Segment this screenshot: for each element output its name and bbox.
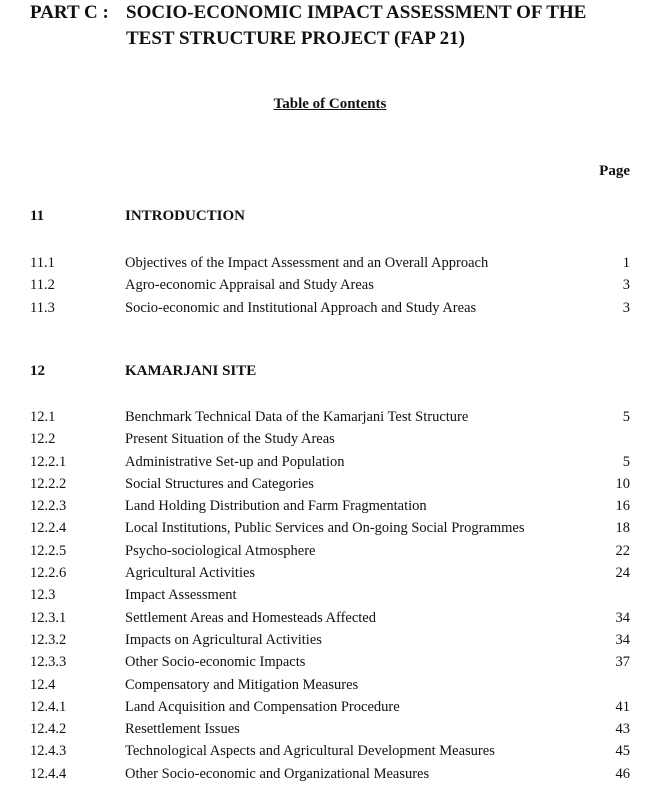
entry-title: Compensatory and Mitigation Measures <box>125 676 359 693</box>
toc-entry[interactable] <box>0 428 660 450</box>
entry-title: Resettlement Issues <box>125 721 240 738</box>
entry-number: 11.2 <box>30 277 55 294</box>
entry-title: Agricultural Activities <box>125 565 256 582</box>
entry-number: 12.4.1 <box>30 698 67 715</box>
section-number: 12 <box>30 363 45 379</box>
entry-number: 12.3.1 <box>30 609 67 626</box>
entry-page: 18 <box>615 520 630 537</box>
section-number: 11 <box>30 208 45 224</box>
entry-number: 12.1 <box>30 409 56 425</box>
toc-entry[interactable] <box>0 584 660 606</box>
document-title-line-2: TEST STRUCTURE PROJECT (FAP 21) <box>126 28 465 49</box>
entry-page: 3 <box>622 299 630 316</box>
entry-title: Settlement Areas and Homesteads Affected <box>125 609 376 626</box>
entry-title: Psycho-sociological Atmosphere <box>125 542 316 559</box>
toc-entry[interactable] <box>0 763 660 785</box>
section-title: INTRODUCTION <box>125 208 246 224</box>
entry-page: 24 <box>615 565 630 582</box>
entry-title: Impacts on Agricultural Activities <box>125 631 322 648</box>
document-title-line-1: SOCIO-ECONOMIC IMPACT ASSESSMENT OF THE <box>126 2 587 23</box>
entry-page: 34 <box>615 609 630 626</box>
entry-number: 12.3.3 <box>30 654 67 671</box>
section-heading-12 <box>0 363 660 383</box>
entry-number: 11.3 <box>30 299 55 316</box>
entry-page: 46 <box>615 765 630 782</box>
toc-entry[interactable] <box>0 674 660 696</box>
entry-title: Benchmark Technical Data of the Kamarjani Test Structure <box>125 409 469 425</box>
entry-title: Administrative Set-up and Population <box>125 453 345 470</box>
entry-number: 12.2.5 <box>30 542 67 559</box>
toc-entry[interactable] <box>0 517 660 539</box>
toc-list-section-12 <box>0 406 660 785</box>
entry-number: 12.4 <box>30 676 56 693</box>
entry-title: Other Socio-economic Impacts <box>125 654 306 671</box>
entry-page: 45 <box>615 743 630 760</box>
entry-number: 12.3 <box>30 587 56 604</box>
entry-title: Objectives of the Impact Assessment and an Overall Approach <box>125 255 489 271</box>
toc-entry[interactable] <box>0 451 660 473</box>
entry-page: 22 <box>615 542 630 559</box>
toc-entry[interactable] <box>0 562 660 584</box>
entry-title: Present Situation of the Study Areas <box>125 431 335 448</box>
toc-entry[interactable] <box>0 607 660 629</box>
toc-entry[interactable] <box>0 651 660 673</box>
entry-number: 12.2 <box>30 431 56 448</box>
entry-title: Land Acquisition and Compensation Procedure <box>125 698 400 715</box>
section-heading-11 <box>0 208 660 228</box>
toc-entry[interactable] <box>0 696 660 718</box>
entry-title: Local Institutions, Public Services and On-going Social Programmes <box>125 520 525 537</box>
entry-number: 11.1 <box>30 255 55 271</box>
entry-page: 5 <box>622 409 630 425</box>
entry-page: 5 <box>622 453 630 470</box>
toc-entry[interactable] <box>0 252 660 274</box>
entry-page: 34 <box>615 631 630 648</box>
entry-page: 37 <box>615 654 630 671</box>
toc-entry[interactable] <box>0 629 660 651</box>
entry-title: Other Socio-economic and Organizational Measures <box>125 765 430 782</box>
entry-page: 43 <box>615 721 630 738</box>
toc-entry[interactable] <box>0 406 660 428</box>
entry-number: 12.2.1 <box>30 453 67 470</box>
toc-entry[interactable] <box>0 473 660 495</box>
entry-title: Social Structures and Categories <box>125 475 314 492</box>
entry-number: 12.2.2 <box>30 475 67 492</box>
entry-title: Socio-economic and Institutional Approach and Study Areas <box>125 299 477 316</box>
toc-entry[interactable] <box>0 718 660 740</box>
entry-number: 12.3.2 <box>30 631 67 648</box>
toc-list-section-11 <box>0 252 660 319</box>
toc-entry[interactable] <box>0 495 660 517</box>
entry-number: 12.2.3 <box>30 498 67 515</box>
entry-page: 16 <box>615 498 630 515</box>
entry-number: 12.4.4 <box>30 765 67 782</box>
entry-title: Agro-economic Appraisal and Study Areas <box>125 277 374 294</box>
entry-page: 3 <box>622 277 630 294</box>
toc-entry[interactable] <box>0 740 660 762</box>
entry-title: Technological Aspects and Agricultural Development Measures <box>125 743 495 760</box>
entry-title: Land Holding Distribution and Farm Fragmentation <box>125 498 427 515</box>
page-column-header: Page <box>599 163 630 179</box>
toc-entry[interactable] <box>0 274 660 296</box>
entry-number: 12.2.6 <box>30 565 67 582</box>
toc-entry[interactable] <box>0 297 660 319</box>
entry-number: 12.4.2 <box>30 721 67 738</box>
entry-page: 1 <box>622 255 630 271</box>
entry-page: 10 <box>615 475 630 492</box>
title-prefix: PART C : <box>30 2 109 23</box>
entry-title: Impact Assessment <box>125 587 237 604</box>
toc-entry[interactable] <box>0 540 660 562</box>
section-title: KAMARJANI SITE <box>125 363 257 379</box>
entry-page: 41 <box>615 698 630 715</box>
entry-number: 12.2.4 <box>30 520 67 537</box>
toc-heading: Table of Contents <box>273 96 387 112</box>
entry-number: 12.4.3 <box>30 743 67 760</box>
